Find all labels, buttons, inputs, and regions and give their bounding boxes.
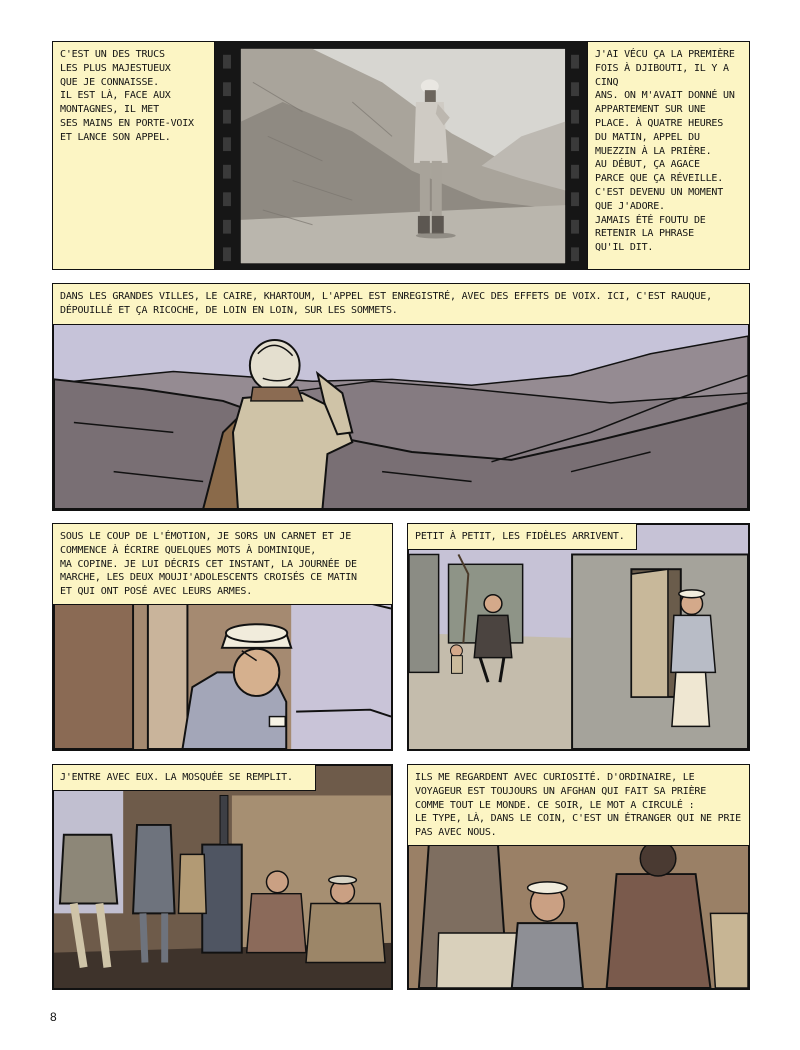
panel-mosque-interior <box>52 764 393 990</box>
caption-faithful-arrive: PETIT À PETIT, LES FIDÈLES ARRIVENT. <box>407 523 637 550</box>
caption-writing-notebook: SOUS LE COUP DE L'ÉMOTION, JE SORS UN CARNET ET JE COMMENCE À ÉCRIRE QUELQUES MOTS À DOMINIQUE, MA COPINE. JE LUI DÉCRIS CET INSTANT, LA JOURNÉE DE MARCHE, LES DEUX MOUJI'ADOLESCENTS CROISÉS CE MATIN ET QUI ONT POSÉ AVEC LEURS ARMES. <box>52 523 393 605</box>
caption-mountains: DANS LES GRANDES VILLES, LE CAIRE, KHARTOUM, L'APPEL EST ENREGISTRÉ, AVEC DES EFFETS DE VOIX. ICI, C'EST RAUQUE, DÉPOUILLÉ ET ÇA RICOCHE, DE LOIN EN LOIN, SUR LES SOMMETS. <box>52 283 750 325</box>
street-scene <box>409 525 748 749</box>
caption-looked-at-curiously: ILS ME REGARDENT AVEC CURIOSITÉ. D'ORDINAIRE, LE VOYAGEUR EST TOUJOURS UN AFGHAN QUI FAIT SA PRIÈRE COMME TOUT LE MONDE. CE SOIR, LE MOT A CIRCULÉ : LE TYPE, LÀ, DANS LE COIN, C'EST UN ÉTRANGER QUI NE PRIE PAS AVEC NOUS. <box>407 764 750 846</box>
panel-faithful-arrive <box>407 523 750 751</box>
caption-mosque-interior: J'ENTRE AVEC EUX. LA MOSQUÉE SE REMPLIT. <box>52 764 316 791</box>
caption-muezzin-right: J'AI VÉCU ÇA LA PREMIÈRE FOIS À DJIBOUTI, IL Y A CINQ ANS. ON M'AVAIT DONNÉ UN APPARTEMENT SUR UNE PLACE. À QUATRE HEURES DU MATIN, APPEL DU MUEZZIN À LA PRIÈRE. AU DÉBUT, ÇA AGACE PARCE QUE ÇA RÉVEILLE. C'EST DEVENU UN MOMENT QUE J'ADORE. JAMAIS ÉTÉ FOUTU DE RETENIR LA PHRASE QU'IL DIT. <box>587 41 750 270</box>
caption-muezzin-left: C'EST UN DES TRUCS LES PLUS MAJESTUEUX QUE JE CONNAISSE. IL EST LÀ, FACE AUX MONTAGNES, IL MET SES MAINS EN PORTE-VOIX ET LANCE SON APPEL. <box>52 41 215 270</box>
mosque-interior-scene <box>54 766 391 988</box>
page-number: 8 <box>50 1010 57 1024</box>
